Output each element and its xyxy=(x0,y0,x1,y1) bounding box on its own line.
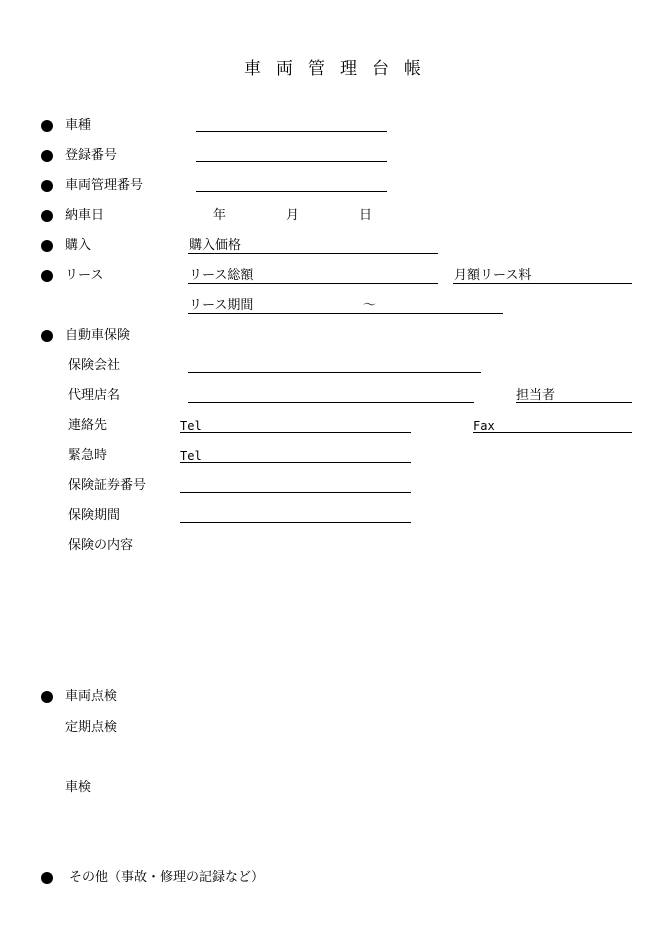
bullet-icon xyxy=(41,120,53,132)
lease-label: リース xyxy=(65,268,104,283)
insurance-company-label: 保険会社 xyxy=(68,358,121,373)
bullet-icon xyxy=(41,180,53,192)
tilde-label: ～ xyxy=(363,298,377,313)
bullet-icon xyxy=(41,150,53,162)
purchase-price-label: 購入価格 xyxy=(189,238,242,253)
monthly-lease-fee-line[interactable] xyxy=(453,283,632,284)
emergency-label: 緊急時 xyxy=(68,448,108,463)
bullet-icon xyxy=(41,240,53,252)
lease-period-line[interactable] xyxy=(188,313,503,314)
shaken-label: 車検 xyxy=(65,780,92,795)
contact-fax-label: Fax xyxy=(473,419,495,433)
contact-tel-label: Tel xyxy=(180,419,202,433)
monthly-lease-fee-label: 月額リース料 xyxy=(454,268,532,283)
purchase-price-line[interactable] xyxy=(188,253,438,254)
insurance-period-label: 保険期間 xyxy=(68,508,121,523)
agency-name-label: 代理店名 xyxy=(68,388,121,403)
lease-total-line[interactable] xyxy=(188,283,438,284)
policy-number-line[interactable] xyxy=(180,492,411,493)
policy-number-label: 保険証券番号 xyxy=(68,478,147,493)
emergency-tel-label: Tel xyxy=(180,449,202,463)
periodic-inspection-label: 定期点検 xyxy=(65,720,118,735)
person-in-charge-line[interactable] xyxy=(516,402,632,403)
bullet-icon xyxy=(41,330,53,342)
registration-number-label: 登録番号 xyxy=(65,148,118,163)
lease-period-label: リース期間 xyxy=(189,298,254,313)
month-label: 月 xyxy=(286,208,300,223)
vehicle-mgmt-number-label: 車両管理番号 xyxy=(65,178,144,193)
other-heading: その他（事故・修理の記録など） xyxy=(69,870,265,885)
vehicle-mgmt-number-line[interactable] xyxy=(196,191,387,192)
day-label: 日 xyxy=(359,208,373,223)
bullet-icon xyxy=(41,691,53,703)
year-label: 年 xyxy=(213,208,227,223)
bullet-icon xyxy=(41,210,53,222)
registration-number-line[interactable] xyxy=(196,161,387,162)
contact-fax-line[interactable] xyxy=(473,432,632,433)
delivery-date-label: 納車日 xyxy=(65,208,105,223)
vehicle-type-line[interactable] xyxy=(196,131,387,132)
person-in-charge-label: 担当者 xyxy=(516,388,556,403)
bullet-icon xyxy=(41,270,53,282)
page-title: 車両管理台帳 xyxy=(244,59,436,79)
contact-tel-line[interactable] xyxy=(180,432,411,433)
bullet-icon xyxy=(41,872,53,884)
insurance-contents-label: 保険の内容 xyxy=(68,538,134,553)
contact-label: 連絡先 xyxy=(68,418,108,433)
emergency-tel-line[interactable] xyxy=(180,462,411,463)
lease-total-label: リース総額 xyxy=(189,268,254,283)
insurance-company-line[interactable] xyxy=(188,372,481,373)
purchase-label: 購入 xyxy=(65,238,92,253)
agency-name-line[interactable] xyxy=(188,402,474,403)
insurance-period-line[interactable] xyxy=(180,522,411,523)
inspection-heading: 車両点検 xyxy=(65,689,118,704)
insurance-heading: 自動車保険 xyxy=(65,328,131,343)
vehicle-type-label: 車種 xyxy=(65,118,92,133)
